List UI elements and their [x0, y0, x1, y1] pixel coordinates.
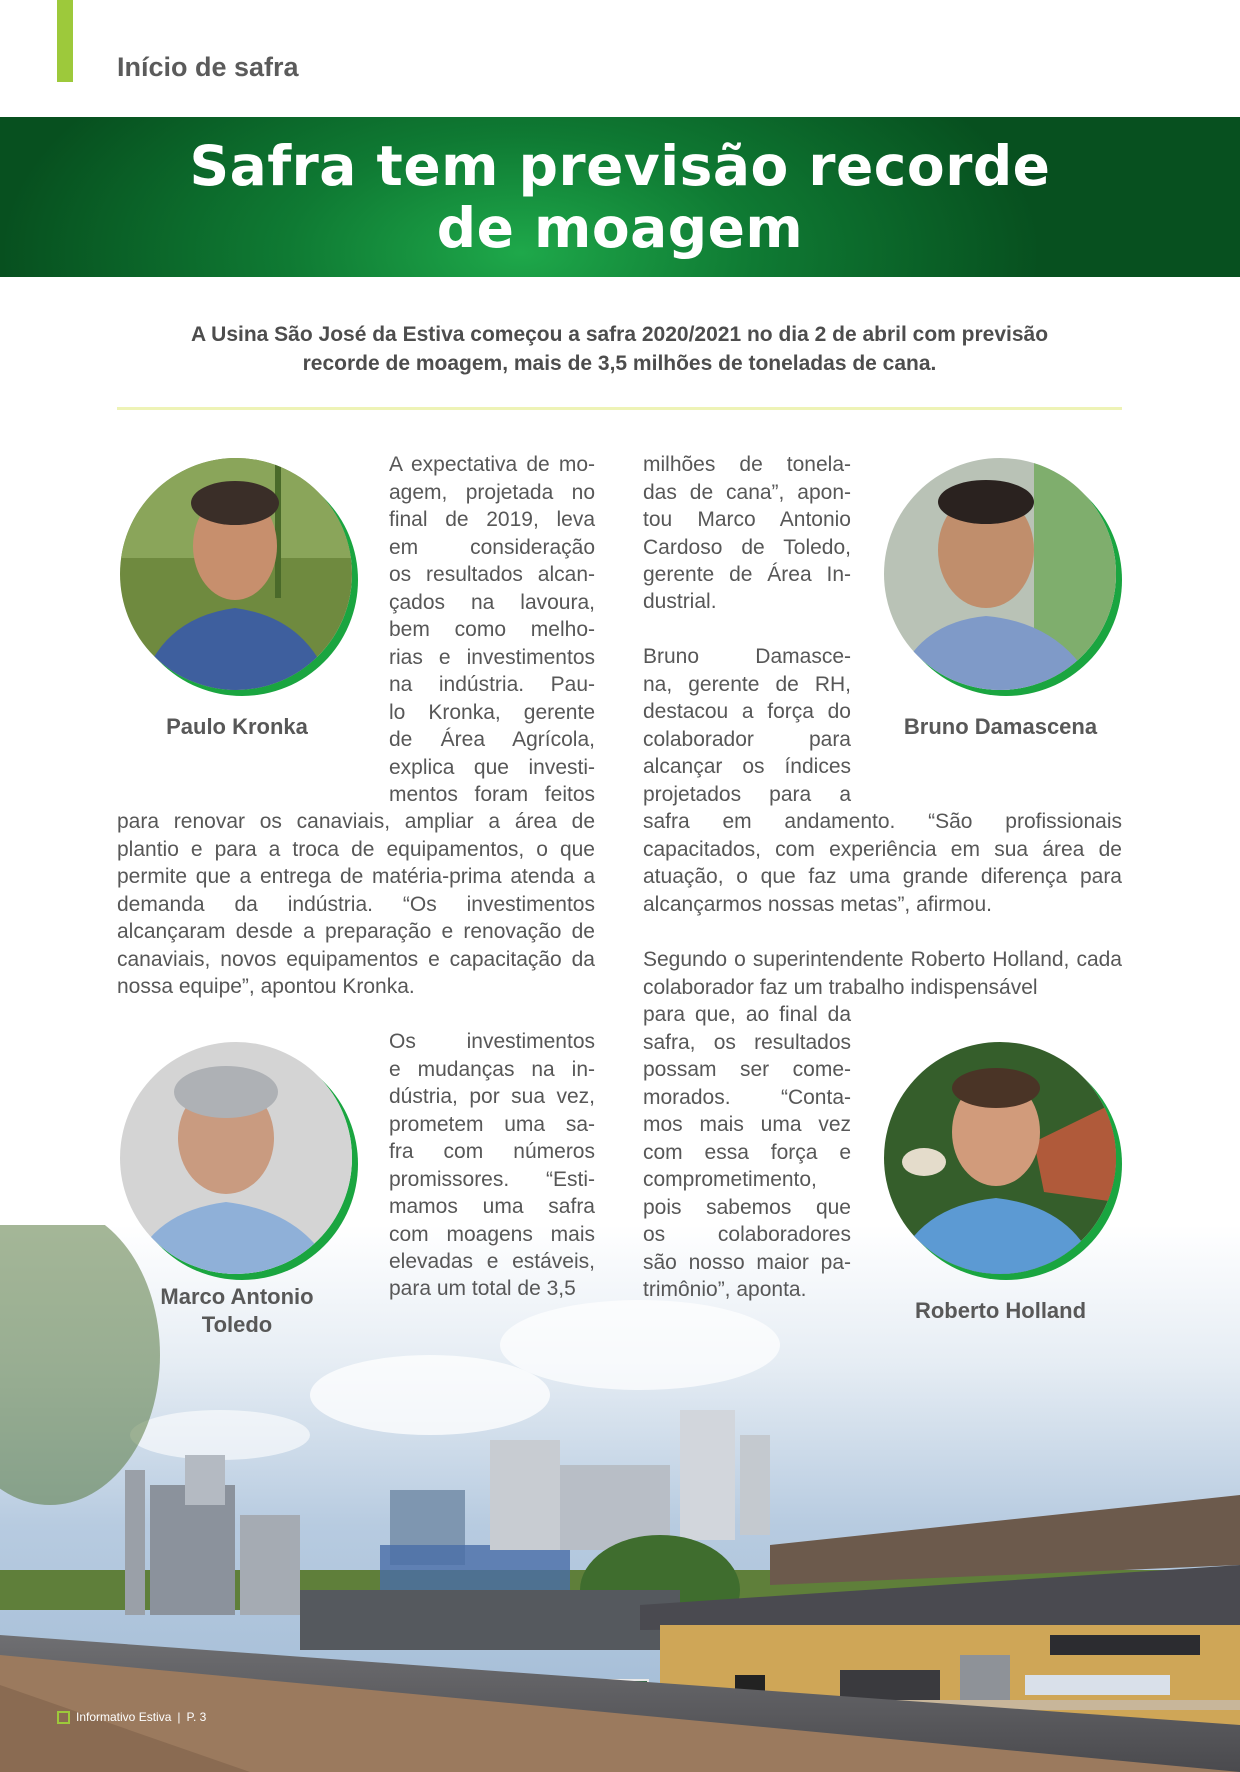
text-line: os resultados alcan- — [389, 563, 595, 586]
col2-para2-narrow — [643, 643, 851, 808]
title-banner — [0, 117, 1240, 277]
divider — [117, 407, 1122, 410]
text-line: morados. “Conta- — [643, 1085, 851, 1109]
text-line: com moagens mais — [389, 1222, 595, 1246]
text-line: os colaboradores — [643, 1223, 851, 1246]
lead-line-2: recorde de moagem, mais de 3,5 milhões de toneladas de cana. — [302, 352, 937, 375]
page-title — [0, 135, 1240, 259]
text-line: final de 2019, leva — [389, 508, 595, 531]
title-line-1: Safra tem previsão recorde — [189, 134, 1051, 198]
photo-marco-antonio-toledo — [120, 1042, 352, 1274]
text-line: alcançar os índices — [643, 755, 851, 778]
text-line: bem como melho- — [389, 618, 595, 641]
text-line: na indústria. Pau- — [389, 673, 595, 696]
text-line: Cardoso de Toledo, — [643, 535, 851, 559]
col2-para2-wide: safra em andamento. “São profissionais capacitados, com experiência em sua área de atuação, o que faz uma grande diferença para alcançarmos nossas metas”, afirmou. — [643, 810, 1122, 916]
text-line: prometem uma sa- — [389, 1112, 595, 1136]
photo-roberto-holland — [884, 1042, 1116, 1274]
footer-square-icon — [57, 1711, 70, 1724]
col1-para2-narrow — [389, 1028, 595, 1276]
text-line: fra com números — [389, 1140, 595, 1163]
text-line: possam ser come- — [643, 1058, 851, 1081]
text-line: mentos foram feitos — [389, 783, 595, 806]
text-line: A expectativa de mo- — [389, 453, 595, 476]
text-line: comprometimento, — [643, 1168, 817, 1191]
caption-marco-antonio-toledo — [118, 1283, 356, 1339]
section-label: Início de safra — [117, 52, 299, 82]
text-line: rias e investimentos — [389, 645, 595, 669]
text-line: lo Kronka, gerente — [389, 700, 595, 724]
text-line: agem, projetada no — [389, 480, 595, 504]
text-line: safra, os resultados — [643, 1030, 851, 1054]
caption-bruno-damascena: Bruno Damascena — [903, 714, 1098, 739]
col2-para3-wide: Segundo o superintendente Roberto Holland, cada colaborador faz um trabalho indispensável — [643, 948, 1122, 999]
text-line: pois sabemos que — [643, 1195, 851, 1219]
col1-para1-wide: para renovar os canaviais, ampliar a área de plantio e para a troca de equipamentos, o que permite que a entrega de matéria-prima atenda a demanda da indústria. “Os investimentos alcançaram desde a preparação e renovação de canaviais, novos equipamentos e capacitação da nossa equipe”, apontou Kronka. — [117, 810, 595, 998]
text-line: milhões de tonela- — [643, 453, 851, 476]
caption-marco-line-1: Marco Antonio — [160, 1284, 314, 1309]
text-line: projetados para a — [643, 782, 851, 806]
text-line: mos mais uma vez — [643, 1113, 851, 1136]
col1-para1-narrow — [389, 451, 595, 809]
photo-paulo-kronka — [120, 458, 352, 690]
text-line: çados na lavoura, — [389, 590, 595, 614]
title-line-2: de moagem — [436, 196, 804, 260]
footer-separator: | — [177, 1710, 181, 1724]
text-line: tou Marco Antonio — [643, 508, 851, 531]
photo-bruno-damascena — [884, 458, 1116, 690]
col2-para3-last: trimônio”, aponta. — [643, 1278, 807, 1301]
text-line: elevadas e estáveis, — [389, 1250, 595, 1273]
text-line: de Área Agrícola, — [389, 728, 595, 751]
text-line: dústria, por sua vez, — [389, 1085, 595, 1108]
text-line: destacou a força do — [643, 700, 851, 723]
text-line: Os investimentos — [389, 1030, 595, 1053]
accent-bar — [57, 0, 73, 82]
caption-roberto-holland: Roberto Holland — [914, 1298, 1087, 1323]
text-line: mamos uma safra — [389, 1195, 595, 1218]
lead-paragraph — [117, 320, 1122, 378]
col2-para3-narrow — [643, 1001, 851, 1276]
text-line: colaborador para — [643, 727, 851, 751]
text-line: são nosso maior pa- — [643, 1250, 851, 1274]
text-line: Bruno Damasce- — [643, 645, 851, 668]
text-line: e mudanças na in- — [389, 1057, 595, 1081]
text-line: das de cana”, apon- — [643, 480, 851, 504]
caption-paulo-kronka: Paulo Kronka — [166, 714, 308, 739]
footer-publication: Informativo Estiva — [76, 1710, 172, 1724]
footer-page-number: P. 3 — [186, 1710, 207, 1724]
caption-marco-line-2: Toledo — [201, 1312, 273, 1337]
page-footer — [57, 1710, 206, 1724]
lead-line-1: A Usina São José da Estiva começou a safra 2020/2021 no dia 2 de abril com previsão — [190, 323, 1049, 346]
text-line: na, gerente de RH, — [643, 672, 851, 696]
text-line: em consideração — [389, 535, 595, 559]
text-line: com essa força e — [643, 1140, 851, 1164]
col2-para1-narrow — [643, 451, 851, 589]
text-line: explica que investi- — [389, 755, 595, 779]
text-line: promissores. “Esti- — [389, 1167, 595, 1191]
col1-para2-last: para um total de 3,5 — [389, 1277, 576, 1300]
col2-para1-last: dustrial. — [643, 590, 717, 613]
text-line: para que, ao final da — [643, 1003, 851, 1026]
text-line: gerente de Área In- — [643, 563, 851, 586]
